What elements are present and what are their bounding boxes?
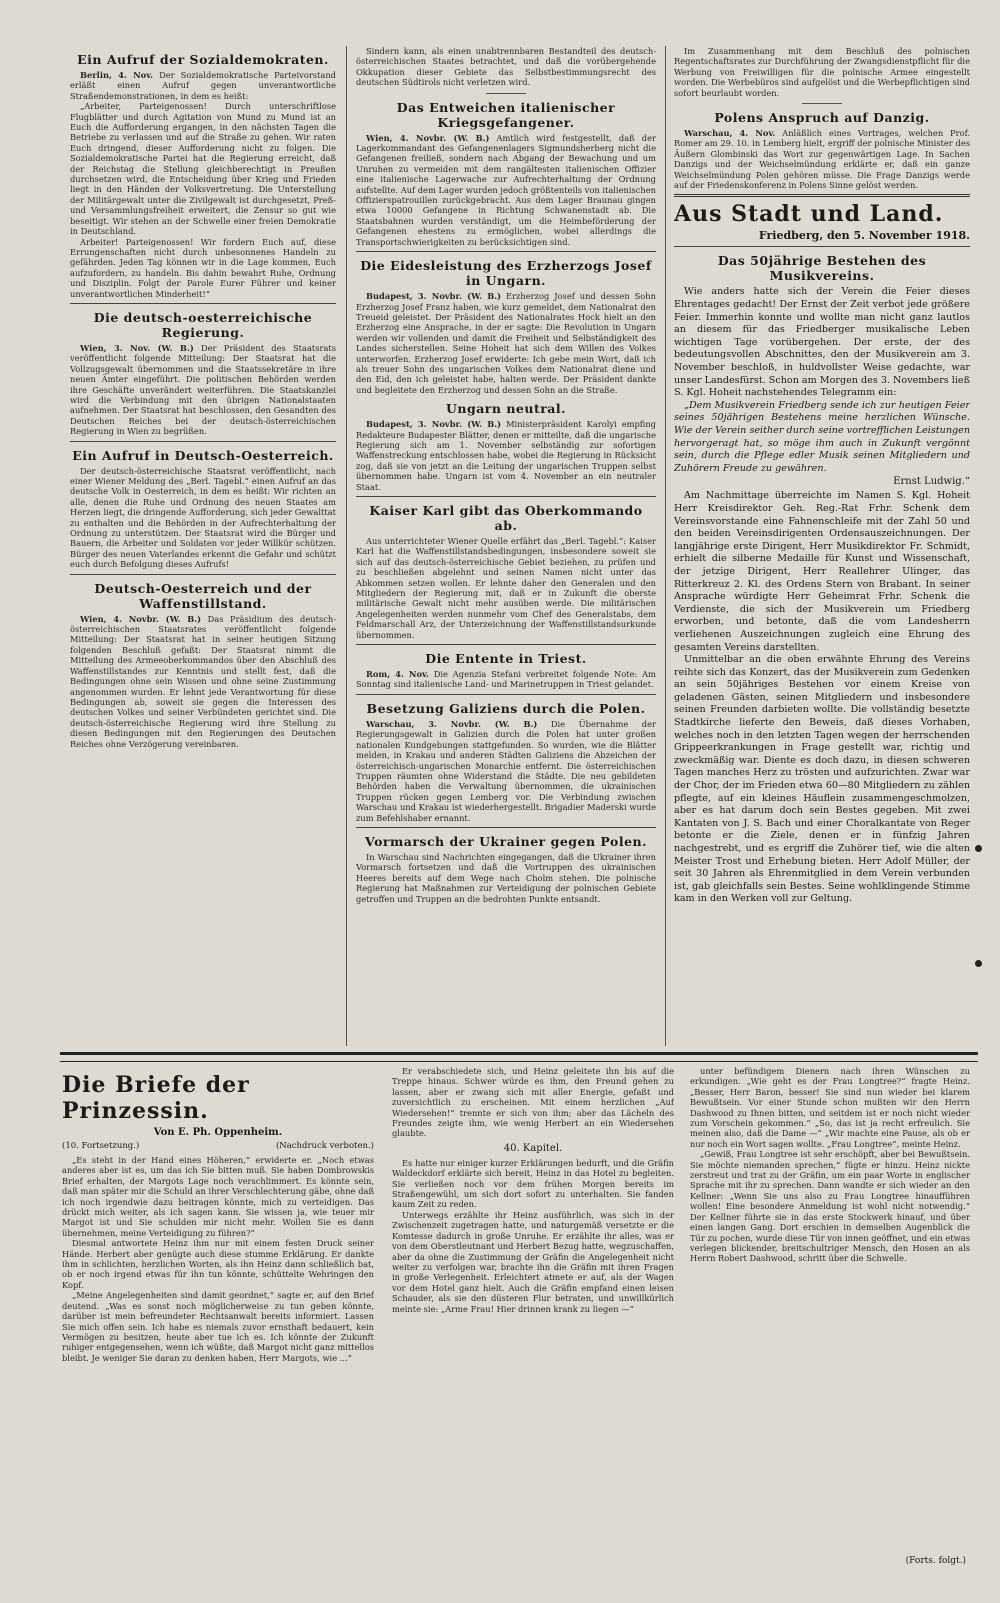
punch-hole [975, 960, 982, 967]
article-text: Im Zusammenhang mit dem Beschluß des polnischen Regentschaftsrates zur Durchführung der Zwangsdienstpflicht für die Werbung von Freiwilligen für die polnische Armee eingestellt worden. Die Werbebüros sind aufgelöst und die Werbepflichtigen sind sofort beurlaubt worden. [674, 46, 970, 98]
reprint-notice: (Nachdruck verboten.) [275, 1141, 374, 1151]
article-text: Die Agenzia Stefani verbreitet folgende Note: Am Sonntag sind italienische Land- und Marinetruppen in Triest gelandet. [356, 669, 656, 690]
article-text: Ministerpräsident Karolyi empfing Redakteure Budapester Blätter, denen er mitteilte, daß die ungarische Regierung sich am 1. November selbständig zur sofortigen Waffenstreckung entschlossen habe, wobei die Regierung in Rücksicht zog, daß sie von jetzt an die Leitung der ungarischen Truppen selbst übernommen habe. Ungarn ist vom 4. November an ein neutraler Staat. [356, 419, 656, 492]
article-text: Wie anders hatte sich der Verein die Feier dieses Ehrentages gedacht! Der Ernst der Zeit verbot jede größere Feier. Immerhin konnte und wollte man nicht ganz lautlos an diesem für das Friedberger musikalische Leben wichtigen Tage vorübergehen. Der erste, der des bedeutungsvollen Abschnittes, den der Musikverein am 3. November beschloß, in huldvollster Weise gedachte, war unser Landesfürst. Schon am Morgen des 3. Novembers ließ S. Kgl. Hoheit nachstehendes Telegramm ein: [674, 286, 970, 399]
dateline: Rom, 4. Nov. [366, 669, 429, 680]
headline: Die deutsch-oesterreichische Regierung. [93, 309, 313, 340]
dateline: Berlin, 4. Nov. [80, 70, 154, 80]
article-text: Aus unterrichteter Wiener Quelle erfährt das „Berl. Tagebl.“: Kaiser Karl hat die Waffenstillstandsbedingungen, insbesondere soweit sie sich auf das deutsch-österreichische Gebiet beziehen, zu prüfen und zu beschließen abgelehnt und seinen Namen nicht unter das Abkommen setzen wollen. Er lehnte daher den Generalen und den Mitgliedern der Regierung mit, daß er in Zukunft die oberste militärische Gewalt nicht mehr ausüben werde. Die militärischen Angelegenheiten werden nunmehr vom Chef des Generalstabs, dem Feldmarschall Arz, der Unterzeichnung der Waffenstillstandsurkunde übernommen. [356, 536, 656, 640]
novel-text: Es hatte nur einiger kurzer Erklärungen bedurft, und die Gräfin Waldeckdorf erklärte sich bereit, Heinz in das Hotel zu begleiten. Sie verließen noch vor dem frühen Morgen bereits im Straßengewühl, um sich dort sofort zu unterhalten. Sie fanden kaum Zeit zu reden. [392, 1157, 674, 1210]
novel-text: Unterwegs erzählte ihr Heinz ausführlich, was sich in der Zwischenzeit zugetragen hatte, und naturgemäß versetzte er die Komtesse dadurch in große Unruhe. Er erzählte ihr alles, was er von dem Oberstleutnant und Herbert Bezug hatte, wegzuschaffen, aber da ohne die Zustimmung der Gräfin die Angelegenheit nicht weiter zu verfolgen war, brachte ihn die Gräfin mit ihren Fragen in große Verlegenheit. Erleichtert atmete er auf, als der Wagen vor dem Hotel ganz hielt. Auch die Gräfin empfand einen leisen Schauder, als sie den düsteren Flur betraten, und unwillkürlich meinte sie: „Arme Frau! Hier drinnen krank zu liegen —“ [392, 1209, 674, 1314]
dateline: Wien, 3. Nov. (W. B.) [80, 342, 194, 353]
article-text: Sindern kann, als einen unabtrennbaren Bestandteil des deutsch-österreichischen Staates betrachtet, und daß die vorübergehende Okkupation dieser Gebiete das Selbstbestimmungsrecht des deutschen Südtirols nicht verletzen wird. [356, 46, 656, 88]
column-rule [346, 46, 347, 1046]
dateline: Budapest, 3. Novbr. (W. B.) [366, 419, 502, 430]
headline: Polens Anspruch auf Danzig. [714, 110, 930, 126]
article-text: Die Übernahme der Regierungsgewalt in Galizien durch die Polen hat unter großen nationalen Kundgebungen stattgefunden. So wurden, wie die Blätter melden, in Krakau und anderen Städten Galiziens die Abzeichen der österreichisch-ungarischen Monarchie entfernt. Die österreichischen Truppen räumten ohne Widerstand die Städte. Die neu gebildeten Behörden haben die Verwaltung übernommen, die ukrainischen Truppen rücken gegen Lemberg vor. Die Verbindung zwischen Warschau und Krakau ist wiederhergestellt. Brigadier Maderski wurde zum Befehlshaber ernannt. [356, 718, 656, 823]
novel-title: Die Briefe der Prinzessin. [62, 1072, 250, 1124]
dateline: Wien, 4. Novbr. (W. B.) [80, 613, 202, 624]
headline: Das Entweichen italienischer Kriegsgefangener. [396, 99, 616, 130]
punch-hole [975, 845, 982, 852]
novel-text: Diesmal antwortete Heinz ihm nur mit einem festen Druck seiner Hände. Herbert aber genügte auch diese stumme Erklärung. Er dankte ihm in schlichten, herzlichen Worten, als ihn Heinz dann schließlich bat, ob er noch irgend etwas für ihn tun könnte, schüttelte Wehringen den Kopf. [62, 1238, 374, 1290]
article-text: Erzherzog Josef und dessen Sohn Erzherzog Josef Franz haben, wie kurz gemeldet, dem Nationalrat den Treueid geleistet. Der Präsident des Nationalrates Hock hielt an den Erzherzog eine Ansprache, in der er sagte: Die Revolution in Ungarn werden wir vollenden und damit die Freiheit und Selbständigkeit des Landes sicherstellen. Seine Hoheit hat sich dem Willen des Volkes unterworfen. Erzherzog Josef erwiderte: Ich gebe mein Wort, daß ich als treuer Sohn des ungarischen Volkes dem Nationalrat diene und den Eid, den ich geleistet habe, halten werde. Der Präsident dankte und begleitete den Erzherzog und dessen Sohn an die Straße. [356, 291, 656, 395]
headline: Deutsch-Oesterreich und der Waffenstillstand. [94, 580, 312, 611]
headline: Die Entente in Triest. [425, 651, 587, 667]
headline: Kaiser Karl gibt das Oberkommando ab. [369, 503, 643, 533]
novel-author: Von E. Ph. Oppenheim. [153, 1127, 283, 1138]
article-text: Am Nachmittage überreichte im Namen S. Kgl. Hoheit Herr Kreisdirektor Geh. Reg.-Rat Frhr. Schenk dem Vereinsvorstande eine Fahnenschleife mit der Zahl 50 und den beiden Vereinsdirigenten Ordensauszeichnungen. Der langjährige erste Dirigent, Herr Musikdirektor Fr. Schmidt, erhielt die silberne Medaille für Kunst und Wissenschaft, der jetzige Dirigent, Herr Reallehrer Ulinger, das Ritterkreuz 2. Kl. des Ordens Stern von Brabant. In seiner Ansprache würdigte Herr Geheimrat Frhr. Schenk die Verdienste, die sich der Musikverein um Friedberg erworben, und betonte, daß die vom Landesherrn verliehenen Auszeichnungen zugleich eine Ehrung des gesamten Vereins darstellten. [674, 490, 970, 653]
novel-column-2 [392, 1066, 674, 1556]
article-text: Amtlich wird festgestellt, daß der Lagerkommandant des Gefangenenlagers Sigmundsherberg nicht die Gefangenen freiließ, sondern nach Abgang der Bewachung und um Unruhen zu vermeiden mit dem rangältesten italienischen Offizier eine italienische Lagerwache zur Aufrechterhaltung der Ordnung aufstellte. Auf dem Lager wurden jedoch größtenteils von italienischen Offizierspatrouillen zurückgebracht. Aus dem Lager Braunau gingen etwa 10000 Gefangene in Richtung Schwanenstadt ab. Die Staatsbahnen wurden verständigt, um die Heimbeförderung der Gefangenen ehestens zu ermöglichen, wobei allerdings die Transportschwierigkeiten zu berücksichtigen sind. [356, 132, 656, 247]
headline: Besetzung Galiziens durch die Polen. [366, 700, 646, 716]
article-text: Der Präsident des Staatsrats veröffentlicht folgende Mitteilung: Der Staatsrat hat die Vollzugsgewalt übernommen und die Staatssekretäre in ihre neuen Ämter eingeführt. Die politischen Behörden werden ihre Geschäfte unverändert weiterführen. Die Staatskanzlei wird die Verbindung mit den übrigen Nationalstaaten aufnehmen. Der Staatsrat hat beschlossen, den Gesandten des Deutschen Reiches bei der deutsch-österreichischen Regierung in Wien zu begrüßen. [70, 342, 336, 437]
dateline: Budapest, 3. Novbr. (W. B.) [366, 291, 502, 302]
section-title: Aus Stadt und Land. [674, 201, 944, 228]
headline: Ungarn neutral. [445, 401, 567, 417]
chapter-heading: 40. Kapitel. [503, 1142, 563, 1154]
signature: Ernst Ludwig.“ [893, 476, 970, 488]
novel-text: „Meine Angelegenheiten sind damit geordnet,“ sagte er, auf den Brief deutend. „Was es sonst noch möglicherweise zu tun geben könnte, darüber ist mein befreundeter Rechtsanwalt bereits informiert. Lassen Sie mich offen sein. Ich habe es niemals zuvor ernsthaft bedauert, kein Vermögen zu besitzen, heute aber tue ich es. Ich könnte der Zukunft ruhiger entgegensehen, wenn ich wüßte, daß Margot nicht ganz mittellos bleibt. Je weniger Sie daran zu denken haben, Herr Margots, wie ...“ [62, 1290, 374, 1363]
article-text: Der Sozialdemokratische Parteivorstand erläßt einen Aufruf gegen unverantwortliche Straßendemonstrationen, in dem es heißt: [70, 70, 336, 101]
local-dateline: Friedberg, den 5. November 1918. [758, 229, 970, 243]
article-text: Arbeiter! Parteigenossen! Wir fordern Euch auf, diese Errungenschaften nicht durch unbesonnenes Handeln zu gefährden. Jeden Tag können wir in die Lage kommen, Euch aufzufordern, zu handeln. Bis dahin bewahrt Ruhe, Ordnung und Disziplin. Folgt der Parole Eurer Führer und keiner unverantwortlichen Minderheit!“ [70, 236, 336, 299]
novel-column-1 [62, 1066, 374, 1556]
article-text: Der deutsch-österreichische Staatsrat veröffentlicht, nach einer Wiener Meldung des „Berl. Tagebl.“ einen Aufruf an das deutsche Volk in Oesterreich, in dem es heißt: Wir richten an alle, denen die Ruhe und Ordnung des neuen Staates am Herzen liegt, die dringende Aufforderung, sich jeder Gewalttat zu enthalten und die Behörden in der Aufrechterhaltung der Ordnung zu unterstützen. Der Staatsrat wird die Bürger und Bauern, die Arbeiter und Soldaten vor jeder Willkür schützen. Bürger des neuen Vaterlandes erkennt die Gefahr und schützt euch durch Befolgung dieses Aufrufs! [70, 465, 336, 570]
headline: Das 50jährige Bestehen des Musikvereins. [717, 253, 927, 284]
novel-text: „Gewiß, Frau Longtree ist sehr erschöpft, aber bei Bewußtsein. Sie möchte niemanden sprechen,“ fügte er hinzu. Heinz nickte zerstreut und trat zu der Gräfin, um ein paar Worte in englischer Sprache mit ihr zu sprechen. Dann wandte er sich wieder an den Kellner: „Wenn Sie uns also zu Frau Longtree hinaufführen wollen! Eine besondere Anmeldung ist wohl nicht notwendig.“ Der Kellner führte sie in das erste Stockwerk hinauf, und über einen langen Gang. Dort erschien in demselben Augenblick die Tür zu pochen, wurde diese Tür von innen geöffnet, und ein etwas verlegen blickender, breitschultriger Mensch, den Hosen an als Herrn Robert Dashwood, schritt über die Schwelle. [690, 1149, 970, 1264]
article-text: In Warschau sind Nachrichten eingegangen, daß die Ukrainer ihren Vormarsch fortsetzen und daß die Vortruppen des ukrainischen Heeres bereits auf dem Wege nach Cholm stehen. Die polnische Regierung hat Maßnahmen zur Verteidigung der polnischen Gebiete getroffen und Truppen an die bedrohten Punkte entsandt. [356, 851, 656, 904]
headline: Ein Aufruf in Deutsch-Oesterreich. [72, 447, 334, 463]
column-3 [674, 46, 970, 1048]
headline: Vormarsch der Ukrainer gegen Polen. [365, 833, 647, 849]
article-text: Anläßlich eines Vortrages, welchen Prof. Romer am 29. 10. in Lemberg hielt, ergriff der polnische Minister des Äußern Glombinski das Wort zur gegenwärtigen Lage. In Sachen Danzigs und der Weichselmündung erklärte er, daß ein ganze Weichselmündung Polen gehören müsse. Die Frage Danzigs werde auf der Friedenskonferenz in Polens Sinne gelöst werden. [674, 128, 970, 191]
headline: Die Eidesleistung des Erzherzogs Josef in Ungarn. [360, 258, 652, 289]
to-be-continued: (Forts. folgt.) [905, 1556, 966, 1566]
headline: Ein Aufruf der Sozialdemokraten. [77, 52, 329, 67]
column-1 [70, 46, 336, 1048]
novel-column-3 [690, 1066, 970, 1556]
feuilleton-divider [60, 1052, 978, 1062]
telegram-text: „Dem Musikverein Friedberg sende ich zur heutigen Feier seines 50jährigen Bestehens meine herzlichen Wünsche. Wie der Verein seither durch seine vortrefflichen Leistungen hervorgeragt hat, so möge ihm auch in Zukunft vergönnt sein, durch die Pflege edler Musik seinen Mitgliedern und Zuhörern Freude zu gewähren. [674, 399, 970, 474]
dateline: Warschau, 4. Nov. [684, 128, 776, 139]
article-text: „Arbeiter, Parteigenossen! Durch unterschriftlose Flugblätter und durch Agitation von Mund zu Mund ist an Euch die Aufforderung ergangen, in den nächsten Tagen die Betriebe zu verlassen und auf die Straße zu gehen. Wir raten Euch dringend, dieser Aufforderung nicht zu folgen. Die Sozialdemokratische Partei hat die Regierung erreicht, daß der Reichstag die Stellung gleichberechtigt in Preußen durchsetzen wird, die Entscheidung über Krieg und Frieden liegt in den Händen der Volksvertretung. Die Unterstellung der Militärgewalt unter die Zivilgewalt ist durchgesetzt, Preß- und Versammlungsfreiheit erweitert, die Zensur so gut wie beseitigt. Wir stehen an der Schwelle einer freien Demokratie in Deutschland. [70, 101, 336, 237]
column-2 [356, 46, 656, 1048]
novel-text: „Es steht in der Hand eines Höheren,“ erwiderte er. „Noch etwas anderes aber ist es, um das ich Sie bitten muß. Sie haben Dombrowskis Brief erhalten, der Margots Lage noch verschlimmert. Es könnte sein, daß man später mir die Schuld an ihrer Verschlechterung gäbe, ohne daß ich noch irgendwie dazu beitragen könnte, mich zu verteidigen. Das drückt mich weiter, als ich sagen kann. Sie wissen ja, wie teuer mir Margot ist und Sie schulden mir nicht mehr. Wollen Sie es dann übernehmen, meine Verteidigung zu führen?“ [62, 1155, 374, 1238]
article-text: Das Präsidium des deutsch-österreichischen Staatsrates veröffentlicht folgende Mitteilung: Der Staatsrat hat in seiner heutigen Sitzung folgenden Beschluß gefaßt: Der Staatsrat nimmt die Mitteilung des Armeeoberkommandos über den Abschluß des Waffenstillstandes zur Kenntnis und stellt fest, daß die Bedingungen ohne sein Wissen und ohne seine Zustimmung angenommen wurden. Er lehnt jede Verantwortung für diese Bedingungen ab, soweit sie gegen die Interessen des deutschen Volkes und seiner Verbündeten gerichtet sind. Die deutsch-österreichische Regierung wird ihre Stellung zu diesen Bedingungen mit den Regierungen des Deutschen Reiches ohne Verzögerung vereinbaren. [70, 613, 336, 749]
dateline: Wien, 4. Novbr. (W. B.) [366, 132, 490, 143]
novel-text: unter befündigem Dienern nach ihren Wünschen zu erkundigen. „Wie geht es der Frau Longtree?“ fragte Heinz. „Besser, Herr Baron, besser! Sie sind nun wieder bei klarem Bewußtsein. Vor einer Stunde schon mußten wir den Herrn Dashwood zu Ihnen bitten, und seitdem ist er noch nicht wieder zum Vorschein gekommen.“ „So, das ist ja recht erfreulich. Sie meinen also, daß die Dame —“ „Wir machte eine Pause, als ob er nur noch ein Wort sagen wollte. „Frau Longtree“, meinte Heinz. [690, 1066, 970, 1149]
dateline: Warschau, 3. Novbr. (W. B.) [366, 718, 538, 729]
column-rule [665, 46, 666, 1046]
novel-text: Er verabschiedete sich, und Heinz geleitete ihn bis auf die Treppe hinaus. Schwer würde es ihm, den Freund gehen zu lassen, aber er zwang sich mit aller Energie, gefaßt und zuversichtlich zu erscheinen. Mit einem herzlichen „Auf Wiedersehen!“ trennte er sich von ihm; aber das Lächeln des Freundes zeigte ihm, wie wenig Herbert an ein Wiedersehen glaubte. [392, 1066, 674, 1139]
article-text: Unmittelbar an die oben erwähnte Ehrung des Vereins reihte sich das Konzert, das der Musikverein zum Gedenken an sein 50jähriges Bestehen vor einem Kreise von geladenen Gästen, seinen Mitgliedern und insbesondere seinen Freunden darbieten wollte. Die vollständig besetzte Stadtkirche lieferte den Beweis, daß dieses Vorhaben, welches noch in den letzten Tagen wegen der herrschenden Grippeerkrankungen in Frage gestellt war, richtig und zweckmäßig war. Diente es doch dazu, in diesen schweren Tagen manches Herz zu trösten und aufzurichten. Zwar war der Chor, der im Frieden etwa 60—80 Mitgliedern zu zählen pflegte, auf ein kleines Häuflein zusammengeschmolzen, aber es hat darum doch sein Bestes gegeben. Mit zwei Kantaten von J. S. Bach und einer Choralkantate von Reger betonte er die Ziele, denen er in fünfzig Jahren nachgestrebt, und es ergriff die Zuhörer tief, wie die alten Meister Trost und Erhebung bieten. Herr Adolf Müller, der seit 30 Jahren als Ehrenmitglied in dem Verein verbunden ist, gab gleichfalls sein Bestes. Seine wohlklingende Stimme kam in den Werken voll zur Geltung. [674, 654, 970, 905]
continuation-label: (10. Fortsetzung.) [62, 1141, 140, 1151]
